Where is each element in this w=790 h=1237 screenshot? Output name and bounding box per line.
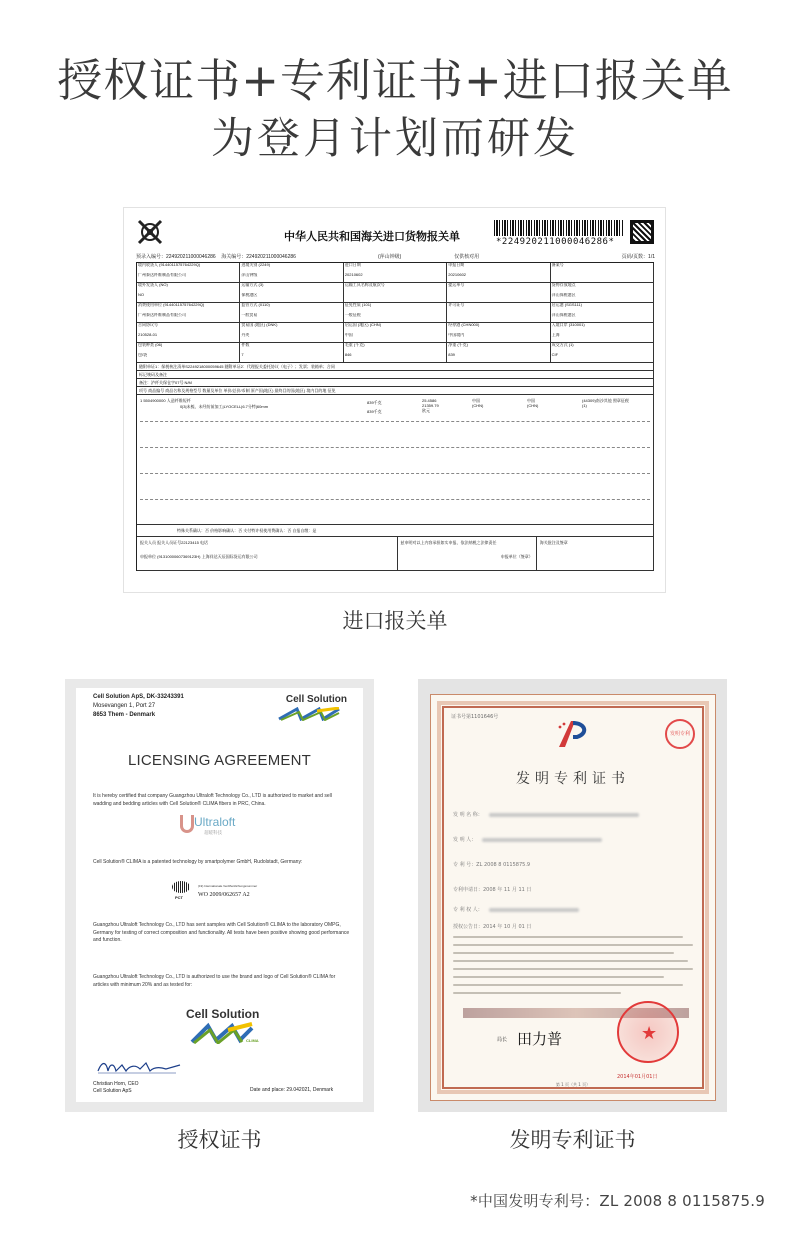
- certificate-number: 证书号第1101646号: [451, 714, 499, 720]
- field-application-date: 专利申请日：2008 年 11 月 11 日: [453, 887, 532, 893]
- field-patent-number: 专 利 号：ZL 2008 8 0115875.9: [453, 862, 531, 868]
- declaration-cell: 7: [240, 353, 343, 362]
- field-label: 发 明 人：: [453, 837, 477, 843]
- customs-declaration-image: [124, 208, 665, 592]
- cell-solution-logo-2: Cell Solution: [186, 1007, 260, 1021]
- declaration-cell: 进境关别 (2249): [240, 263, 343, 273]
- licensing-para-3: Guangzhou Ultraloft Technology Co., LTD has sent samples with Cell Solution® CLIMA to the laboratory OMPG, Germany for testing of correct composition and functionality. All tests have been positive showing good performance and function.: [93, 922, 350, 943]
- goods-item-spec: 0|3|未梳、未经纺前加工|LYOCELL|6.7分特|60mm: [180, 404, 269, 409]
- qr-code-icon: [630, 220, 654, 244]
- patent-number-footnote: *中国发明专利号：ZL 2008 8 0115875.9: [470, 1192, 765, 1210]
- customs-emblem-icon: [136, 218, 164, 246]
- director-label: 局长: [497, 1037, 508, 1043]
- licensing-para-1: It is hereby certified that company Guangzhou Ultraloft Technology Co., LTD is authorized to market and sell wadding and bedding articles with Cell Solution® CLIMA fibers in PRC, China.: [93, 793, 332, 807]
- declaration-cell: 中国: [344, 333, 447, 342]
- declaration-cell: [447, 293, 550, 302]
- goods-table: [137, 395, 654, 525]
- signature-icon: [96, 1059, 182, 1075]
- declaration-cell: 20210602: [447, 273, 550, 282]
- licensing-para-4: Guangzhou Ultraloft Technology Co., LTD is authorized to use the brand and logo of Cell Solution® CLIMA for articles with minimum 20% and as tested for:: [93, 974, 336, 988]
- declaration-cell: 申报日期: [447, 263, 550, 273]
- goods-destination: 中国 (CHN): [527, 398, 539, 408]
- goods-divider: [140, 473, 650, 474]
- declaration-cell: 广州泰达纤维制品有限公司: [137, 313, 240, 322]
- declaration-cell: 保税港区: [240, 293, 343, 302]
- declaration-cell: 境外发货人 (NO): [137, 283, 240, 293]
- declaration-row: [137, 283, 654, 293]
- declaration-cell: 许可证号: [447, 303, 550, 313]
- field-invention-name: [453, 811, 693, 821]
- signer: [93, 1081, 139, 1095]
- declarant-info: [137, 537, 398, 570]
- declaration-cell: 中国境内: [447, 333, 550, 342]
- declaration-cell: 210528-01: [137, 333, 240, 342]
- declaration-cell: 货物存放地点: [551, 283, 654, 293]
- declaration-cell: CIF: [551, 353, 654, 362]
- customs-remark: 海关批注及签章: [537, 537, 654, 570]
- declaration-cell: 运输工具名称及航次号: [344, 283, 447, 293]
- sender-address: [93, 693, 184, 720]
- declaration-cell: NO: [137, 293, 240, 302]
- declaration-title: 中华人民共和国海关进口货物报关单: [284, 230, 460, 243]
- headline-line-2: 为登月计划而研发: [211, 114, 579, 164]
- signing-date: Date and place: 29.042021, Denmark: [250, 1087, 334, 1093]
- internal-use-note: 仅供核对用: [454, 254, 480, 260]
- confirmation-row: 特殊关系确认：否 价格影响确认：否 支付特许权使用费确认：否 自报自缴：是: [137, 525, 654, 537]
- clima-label: CLIMA: [246, 1038, 259, 1043]
- patent-title: 发明专利证书: [516, 771, 630, 787]
- seal-star-icon: ★: [641, 1023, 658, 1044]
- goods-district: (44309)南沙其他 照章征税 (1): [582, 398, 629, 408]
- customs-office: [378, 253, 479, 260]
- declaration-cell: 入境口岸 (310001): [551, 323, 654, 333]
- patent-office-logo-icon: [551, 719, 591, 749]
- certificate-page: 第 1 页（共 1 页）: [555, 1082, 591, 1087]
- declaration-cell: 包装种类 (06): [137, 343, 240, 353]
- ultraloft-u-icon: [180, 815, 194, 833]
- declaration-cell: 净重 (千克): [447, 343, 550, 353]
- licensing-title: LICENSING AGREEMENT: [127, 752, 311, 769]
- declaration-cell: 846: [344, 353, 447, 362]
- ultraloft-logo: Ultraloft: [194, 815, 236, 829]
- declaration-row: [137, 313, 654, 323]
- declaration-cell: 广州泰达纤维制品有限公司: [137, 273, 240, 282]
- declarant-note: 兹申明对以上内容承担如实申报、依法纳税之法律责任: [400, 540, 497, 545]
- declaration-row: [137, 343, 654, 353]
- declaration-cell: 包/袋: [137, 353, 240, 362]
- declaration-cell: 合同协议号: [137, 323, 240, 333]
- page-count: 页码/页数：1/1: [621, 254, 655, 260]
- declaration-cell: [447, 313, 550, 322]
- goods-price: 25.4586 21359.79 欧元: [422, 398, 439, 413]
- pre-record-number: [136, 253, 296, 260]
- declaration-cell: 839: [447, 353, 550, 362]
- barcode: [494, 220, 624, 236]
- certificate-body-text: [453, 936, 693, 1000]
- declaration-cell: 贸易国 (地区) (DNK): [240, 323, 343, 333]
- address-line: Mosevangen 1, Port 27: [93, 703, 156, 709]
- declaration-cell: 一般征税: [344, 313, 447, 322]
- attached-documents: 随附单证1：保税核注清单S2249218000059645 随附单证2：代理报关委托协议（电子）；发票；装箱单；合同: [137, 363, 654, 371]
- declarant-label: 报关人员 报关人员证号22123415 电话: [140, 540, 209, 545]
- declaration-form: [136, 262, 654, 571]
- declaration-row: [137, 323, 654, 333]
- declaration-cell: 一般贸易: [240, 313, 343, 322]
- declaration-cell: 启运国 (地区) (CHN): [344, 323, 447, 333]
- field-grant-date: 授权公告日：2014 年 10 月 01 日: [453, 924, 532, 930]
- pre-record-label: 预录入编号：224920211000046286: [136, 254, 216, 260]
- cell-solution-clima-icon: [190, 1022, 254, 1044]
- goods-header: 项号 商品编号 商品名称及规格型号 数量及单位 单价/总价/币制 原产国(地区) 最终目的国(地区) 境内目的地 征免: [137, 387, 654, 395]
- declarant-statement: [398, 537, 537, 570]
- goods-origin: 中国 (CHN): [472, 398, 484, 408]
- goods-divider: [140, 447, 650, 448]
- barcode-text: *224920211000046286*: [496, 237, 615, 247]
- declaration-row: [137, 303, 654, 313]
- caption-licensing: 授权证书: [177, 1128, 262, 1152]
- declaration-cell: 成交方式 (1): [551, 343, 654, 353]
- customs-number: 海关编号：224920211000046286: [221, 254, 296, 260]
- goods-divider: [140, 499, 650, 500]
- seal-date: 2014年01月01日: [617, 1074, 658, 1080]
- director-signature: 田力普: [517, 1030, 563, 1048]
- patent-publication: [172, 881, 278, 905]
- goods-divider: [140, 421, 650, 422]
- declaration-cell: 毛重 (千克): [344, 343, 447, 353]
- declaration-cell: 萍山钟级: [240, 273, 343, 282]
- headline: [0, 52, 790, 168]
- declaration-cell: 征免性质 (101): [344, 303, 447, 313]
- field-label: 发 明 名 称：: [453, 812, 483, 818]
- declaration-cell: 萍山保税港区: [551, 293, 654, 302]
- declaration-cell: 20210602: [344, 273, 447, 282]
- customs-office-name: (萍山钟级): [378, 254, 402, 260]
- declaration-cell: 消费使用单位 (9144011575764229Q): [137, 303, 240, 313]
- declaration-cell: 萍山保税港区: [551, 313, 654, 322]
- declaration-cell: 件数: [240, 343, 343, 353]
- declaration-cell: 启运港 (SGS111): [551, 303, 654, 313]
- headline-line-1: 授权证书+专利证书+进口报关单: [57, 54, 733, 107]
- field-label: 专 利 权 人：: [453, 907, 483, 913]
- declaration-cell: [551, 273, 654, 282]
- official-seal-icon: [617, 1001, 679, 1063]
- declaration-cell: 境内收货人 (9144011575764229Q): [137, 263, 240, 273]
- declaration-cell: 提运单号: [447, 283, 550, 293]
- declaration-row: [137, 353, 654, 363]
- marks-label: 标记唛码及备注: [137, 371, 654, 379]
- caption-declaration: 进口报关单: [342, 609, 448, 633]
- declaration-rows: [137, 263, 654, 363]
- pct-emblem-icon: [172, 881, 190, 893]
- licensing-paper: [76, 688, 363, 1102]
- licensing-agreement-image: [65, 679, 374, 1112]
- patent-certificate-image: [418, 679, 727, 1112]
- declaring-unit: 申报单位 (91310000607369123H) 上海祥达天辰国际货运有限公司: [140, 554, 258, 559]
- field-patentee: [453, 906, 693, 916]
- goods-quantity: 839千克 839千克: [367, 400, 382, 414]
- wo-number: WO 2009/062657 A2: [198, 892, 250, 898]
- caption-patent: 发明专利证书: [509, 1128, 636, 1152]
- cell-solution-wave-icon: [277, 707, 341, 721]
- declaration-row: [137, 293, 654, 303]
- signer-company: Cell Solution ApS: [93, 1088, 132, 1094]
- address-line: Cell Solution ApS, DK-33243391: [93, 694, 184, 700]
- declaring-unit-seal: 申报单位（签章）: [500, 554, 533, 559]
- goods-item: [140, 398, 268, 410]
- declaration-cell: 丹麦: [240, 333, 343, 342]
- signature-block: [137, 537, 654, 571]
- declaration-cell: 运输方式 (3): [240, 283, 343, 293]
- field-inventor: [453, 836, 693, 846]
- declaration-cell: 备案号: [551, 263, 654, 273]
- declaration-row: [137, 333, 654, 343]
- goods-item-code: 1 5504900000 人造纤维短纤: [140, 398, 191, 403]
- declaration-cell: 上海: [551, 333, 654, 342]
- patent-stamp: 发明专利: [665, 719, 695, 749]
- pct-label: PCT: [175, 895, 183, 900]
- cell-solution-logo-text: Cell Solution: [285, 694, 347, 705]
- licensing-para-2: Cell Solution® CLIMA is a patented technology by smartpolymer GmbH, Rudolstadt, Germany:: [93, 859, 303, 865]
- signer-name: Christian Horn, CEO: [93, 1081, 139, 1087]
- declaration-cell: 监管方式 (0110): [240, 303, 343, 313]
- declaration-row: [137, 273, 654, 283]
- patent-paper: [431, 695, 715, 1100]
- address-line: 8653 Them - Denmark: [93, 712, 156, 718]
- declaration-row: [137, 263, 654, 273]
- pct-subtitle: (19) Internationale Veröffentlichungsnummer: [198, 884, 258, 888]
- declaration-cell: 进口日期: [344, 263, 447, 273]
- ultraloft-subtitle: 超暖科技: [204, 830, 222, 835]
- remark-line: 备注：泸纤关保仓字07号 N/M: [137, 379, 654, 387]
- declaration-cell: 经停港 (CHN000): [447, 323, 550, 333]
- declaration-cell: [344, 293, 447, 302]
